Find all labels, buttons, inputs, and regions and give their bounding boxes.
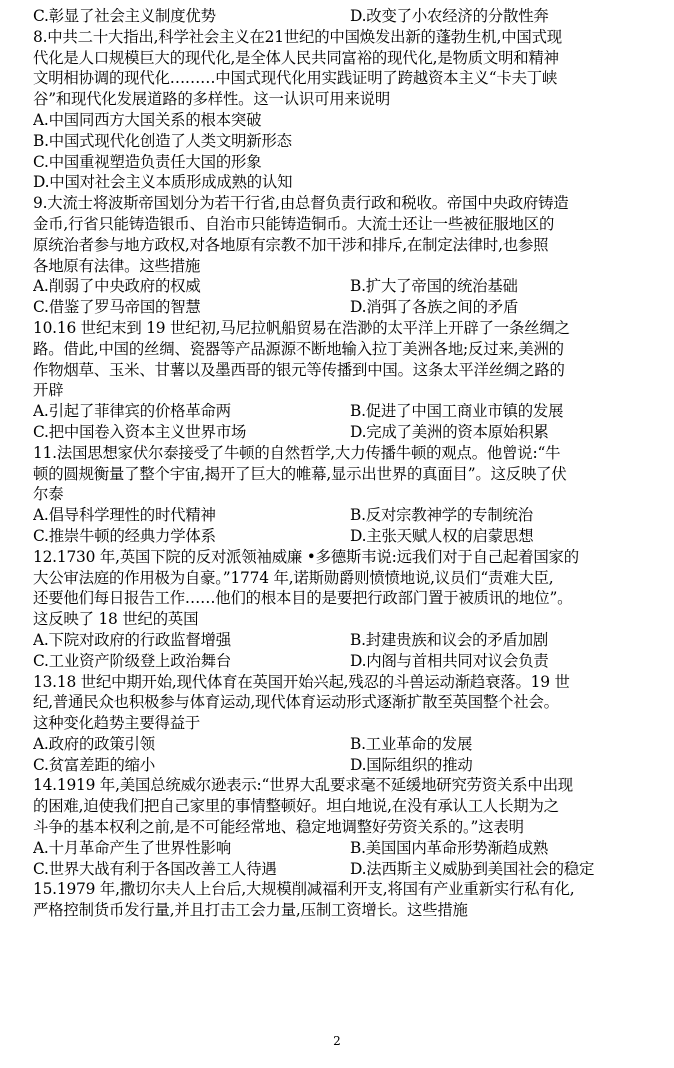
- option-d: D.国际组织的推动: [350, 755, 473, 774]
- question-stem-line: 原统治者参与地方政权,对各地原有宗教不加干涉和排斥,在制定法律时,也参照: [33, 235, 549, 254]
- page-number: 2: [333, 1034, 341, 1048]
- question-11: [33, 443, 644, 547]
- option-a: A.引起了菲律宾的价格革命两: [33, 402, 231, 421]
- question-stem-line: 这反映了 18 世纪的英国: [33, 610, 199, 629]
- question-10: [33, 318, 644, 443]
- option-a: A.政府的政策引领: [33, 734, 155, 753]
- options-row: [33, 526, 644, 547]
- options-row: [33, 630, 644, 651]
- question-9: [33, 193, 644, 318]
- question-stem-line: 金币,行省只能铸造银币、自治市只能铸造铜币。大流士还让一些被征服地区的: [33, 214, 555, 233]
- question-14: [33, 775, 644, 879]
- options-row: [33, 297, 644, 318]
- options-row: [33, 734, 644, 755]
- options-row: [33, 838, 644, 859]
- question-stem-line: 还要他们每日报告工作……他们的根本目的是要把行政部门置于被质讯的地位”。: [33, 589, 573, 608]
- option-a: A.十月革命产生了世界性影响: [33, 838, 231, 857]
- question-stem-line: 顿的圆规衡量了整个宇宙,揭开了巨大的帷幕,显示出世界的真面目”。这反映了伏: [33, 464, 567, 483]
- question-stem-line: 的困难,迫使我们把自己家里的事情整顿好。坦白地说,在没有承认工人长期为之: [33, 797, 559, 816]
- options-row: [33, 422, 644, 443]
- option-b: B.中国式现代化创造了人类文明新形态: [33, 131, 292, 150]
- question-stem-line: 纪,普通民众也积极参与体育运动,现代体育运动形式逐渐扩散至英国整个社会。: [33, 693, 559, 712]
- q7-option-d: D.改变了小农经济的分散性奔: [350, 7, 549, 25]
- question-stem-line: 14.1919 年,美国总统威尔逊表示:“世界大乱要求毫不延缓地研究劳资关系中出现: [33, 776, 574, 795]
- option-b: B.扩大了帝国的统治基础: [350, 277, 518, 296]
- options-row: [33, 505, 644, 526]
- question-stem-line: 严格控制货币发行量,并且打击工会力量,压制工资增长。这些措施: [33, 901, 468, 920]
- question-15: [33, 879, 644, 921]
- question-stem-line: 11.法国思想家伏尔泰接受了牛顿的自然哲学,大力传播牛顿的观点。他曾说:“牛: [33, 443, 561, 462]
- option-a: A.中国同西方大国关系的根本突破: [33, 110, 262, 129]
- option-c: C.中国重视塑造负责任大国的形象: [33, 152, 262, 171]
- question-stem-line: 这种变化趋势主要得益于: [33, 714, 201, 733]
- options-row: [33, 651, 644, 672]
- q7-options-row: [33, 6, 644, 27]
- question-8: [33, 27, 644, 193]
- question-stem-line: 文明相协调的现代化………中国式现代化用实践证明了跨越资本主义“卡夫丁峡: [33, 69, 558, 88]
- q7-option-c: C.彰显了社会主义制度优势: [33, 7, 216, 25]
- question-stem-line: 9.大流士将波斯帝国划分为若干行省,由总督负责行政和税收。帝国中央政府铸造: [33, 194, 569, 213]
- question-stem-line: 开辟: [33, 381, 64, 400]
- question-13: [33, 672, 644, 776]
- question-stem-line: 10.16 世纪末到 19 世纪初,马尼拉帆船贸易在浩渺的太平洋上开辟了一条丝绸之: [33, 318, 570, 337]
- options-row: [33, 401, 644, 422]
- option-b: B.工业革命的发展: [350, 734, 473, 753]
- question-stem-line: 13.18 世纪中期开始,现代体育在英国开始兴起,残忍的斗兽运动渐趋衰落。19 世: [33, 672, 570, 691]
- option-c: C.借鉴了罗马帝国的智慧: [33, 298, 201, 317]
- option-d: D.中国对社会主义本质形成成熟的认知: [33, 173, 293, 192]
- question-stem-line: 各地原有法律。这些措施: [33, 256, 201, 275]
- question-stem-line: 大公审法庭的作用极为自豪。”1774 年,诺斯勋爵则愤愤地说,议员们“责难大臣,: [33, 568, 554, 587]
- options-row: [33, 755, 644, 776]
- question-stem-line: 路。借此,中国的丝绸、瓷器等产品源源不断地输入拉丁美洲各地;反过来,美洲的: [33, 339, 564, 358]
- question-stem-line: 尔泰: [33, 485, 64, 504]
- option-c: C.推崇牛顿的经典力学体系: [33, 526, 216, 545]
- question-stem-line: 代化是人口规模巨大的现代化,是全体人民共同富裕的现代化,是物质文明和精神: [33, 48, 559, 67]
- question-stem-line: 12.1730 年,英国下院的反对派领袖威廉 •多德斯韦说:远我们对于自己起着国家的: [33, 547, 579, 566]
- option-b: B.反对宗教神学的专制统治: [350, 506, 533, 525]
- option-a: A.削弱了中央政府的权威: [33, 277, 201, 296]
- option-d: D.法西斯主义威胁到美国社会的稳定: [350, 859, 595, 878]
- question-12: [33, 547, 644, 672]
- question-stem-line: 谷”和现代化发展道路的多样性。这一认识可用来说明: [33, 90, 391, 109]
- option-b: B.促进了中国工商业市镇的发展: [350, 402, 564, 421]
- option-b: B.封建贵族和议会的矛盾加剧: [350, 630, 549, 649]
- question-stem-line: 作物烟草、玉米、甘薯以及墨西哥的银元等传播到中国。这条太平洋丝绸之路的: [33, 360, 565, 379]
- option-b: B.美国国内革命形势渐趋成熟: [350, 838, 549, 857]
- option-c: C.贫富差距的缩小: [33, 755, 156, 774]
- option-d: D.完成了美洲的资本原始积累: [350, 422, 549, 441]
- option-d: D.主张天赋人权的启蒙思想: [350, 526, 534, 545]
- option-c: C.世界大战有利于各国改善工人待遇: [33, 859, 277, 878]
- option-c: C.把中国卷入资本主义世界市场: [33, 422, 247, 441]
- question-stem-line: 斗争的基本权利之前,是不可能经常地、稳定地调整好劳资关系的。”这表明: [33, 818, 524, 837]
- options-row: [33, 859, 644, 880]
- options-row: [33, 276, 644, 297]
- question-stem-line: 8.中共二十大指出,科学社会主义在21世纪的中国焕发出新的蓬勃生机,中国式现: [33, 27, 562, 46]
- option-a: A.倡导科学理性的时代精神: [33, 506, 216, 525]
- option-a: A.下院对政府的行政监督增强: [33, 630, 231, 649]
- option-d: D.内阁与首相共同对议会负责: [350, 651, 549, 670]
- option-c: C.工业资产阶级登上政治舞台: [33, 651, 232, 670]
- question-stem-line: 15.1979 年,撒切尔夫人上台后,大规模削减福利开支,将国有产业重新实行私有化,: [33, 880, 575, 899]
- option-d: D.消弭了各族之间的矛盾: [350, 298, 519, 317]
